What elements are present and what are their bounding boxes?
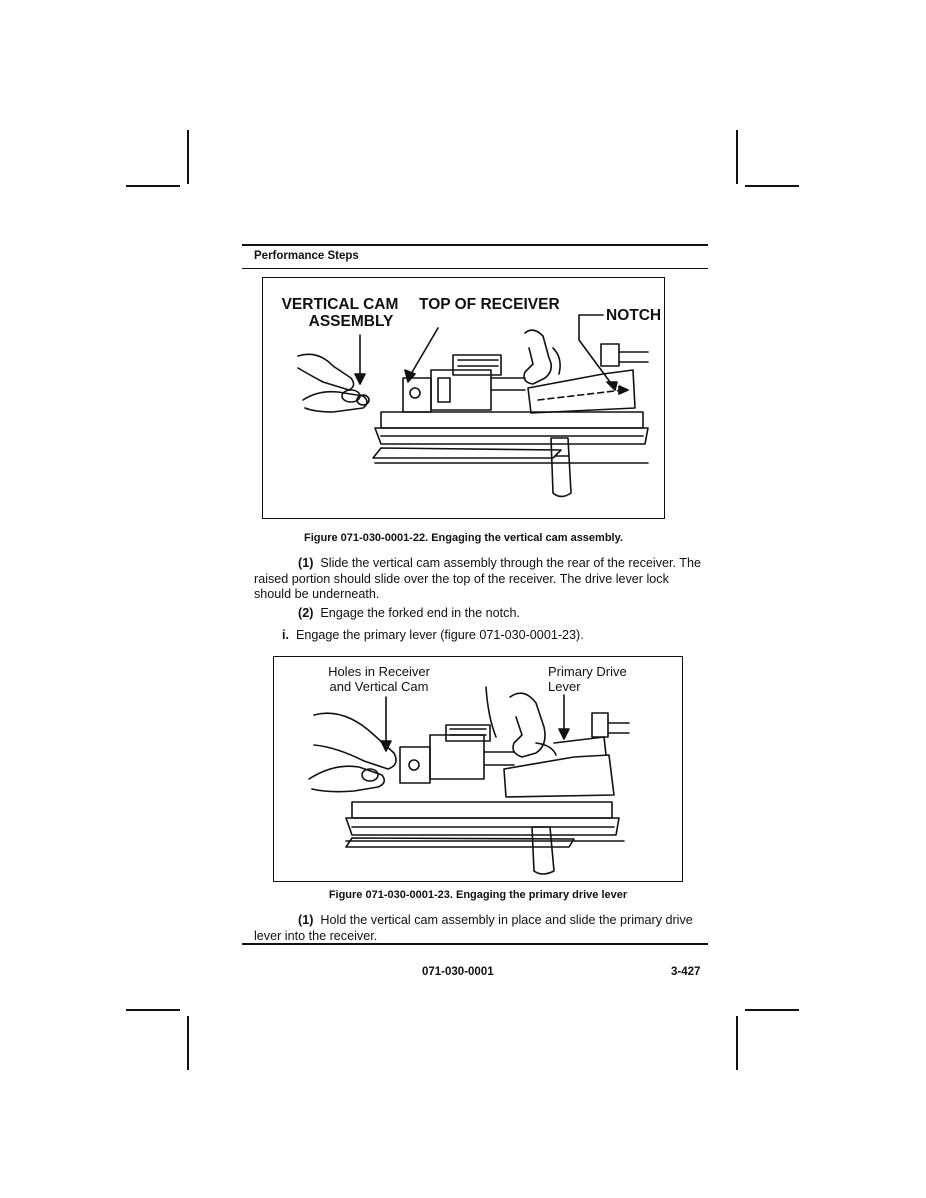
crop-mark-top-right-h (745, 185, 799, 187)
crop-mark-bottom-right-v (736, 1016, 738, 1070)
footer-rule (242, 943, 708, 945)
step-i-text: Engage the primary lever (figure 071-030-0001-23). (296, 628, 584, 642)
step-2-text: Engage the forked end in the notch. (320, 606, 520, 620)
figure-1-caption: Figure 071-030-0001-22. Engaging the vertical cam assembly. (304, 532, 623, 544)
callout-primary-drive-lever (548, 664, 627, 694)
step-b1-text: Hold the vertical cam assembly in place and slide the primary drive lever into the receiver. (254, 913, 693, 943)
figure-2 (273, 656, 683, 882)
section-title: Performance Steps (254, 250, 359, 262)
callout-holes-line1: Holes in Receiver (328, 664, 430, 679)
figure-1 (262, 277, 665, 519)
step-b1-paragraph (254, 913, 704, 944)
callout-primary-line1: Primary Drive (548, 664, 627, 679)
step-1-paragraph (254, 556, 704, 603)
callout-holes-line2: and Vertical Cam (329, 679, 429, 694)
step-2-number: (2) (298, 606, 314, 620)
callout-holes-in-receiver (314, 664, 444, 694)
step-1-number: (1) (298, 556, 314, 570)
crop-mark-bottom-left-h (126, 1009, 180, 1011)
step-b1-number: (1) (298, 913, 314, 927)
step-i-paragraph (282, 628, 702, 644)
header-rule-top (242, 244, 708, 246)
crop-mark-bottom-left-v (187, 1016, 189, 1070)
step-1-text: Slide the vertical cam assembly through the rear of the receiver. The raised portion should slide over the top of the receiver. The drive lever lock should be underneath. (254, 556, 701, 601)
header-rule-bottom (242, 268, 708, 269)
footer-doc-number: 071-030-0001 (422, 966, 494, 978)
crop-mark-top-left-h (126, 185, 180, 187)
step-2-paragraph (254, 606, 704, 622)
crop-mark-top-left-v (187, 130, 189, 184)
figure-2-caption: Figure 071-030-0001-23. Engaging the primary drive lever (328, 889, 628, 901)
crop-mark-bottom-right-h (745, 1009, 799, 1011)
callout-notch: NOTCH (606, 307, 662, 324)
callout-top-of-receiver: TOP OF RECEIVER (419, 296, 560, 313)
callout-vertical-cam-line2: ASSEMBLY (308, 313, 394, 330)
callout-vertical-cam-assembly (275, 296, 405, 330)
callout-primary-line2: Lever (548, 679, 581, 694)
step-i-letter: i. (282, 628, 289, 642)
footer-page-number: 3-427 (671, 966, 701, 978)
crop-mark-top-right-v (736, 130, 738, 184)
callout-vertical-cam-line1: VERTICAL CAM (281, 296, 399, 313)
